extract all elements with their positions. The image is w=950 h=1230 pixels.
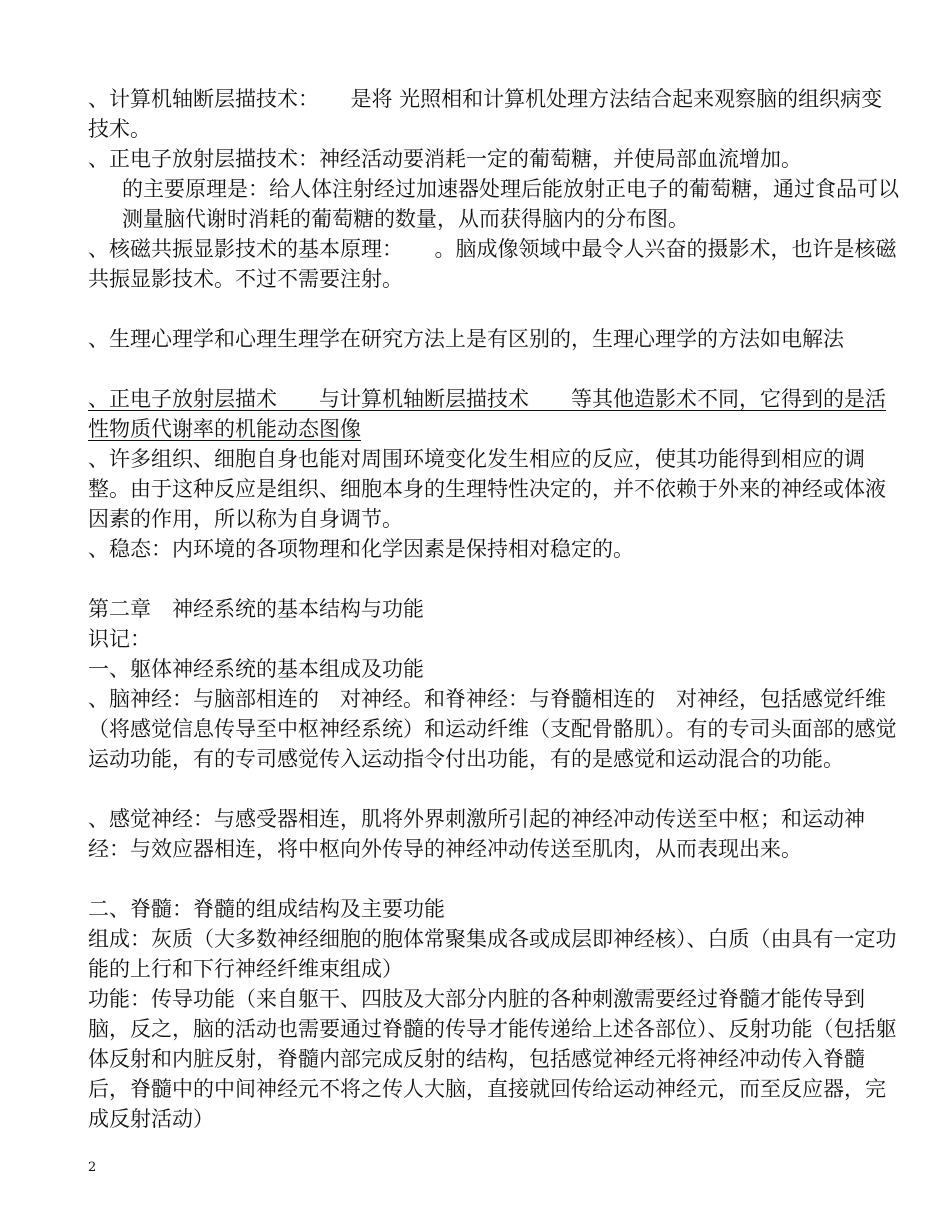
section-heading-spinal: 二、脊髓：脊髓的组成结构及主要功能: [88, 897, 445, 921]
paragraph-methods: 、生理心理学和心理生理学在研究方法上是有区别的，生理心理学的方法如电解法: [88, 327, 844, 351]
page-number: 2: [88, 1160, 97, 1175]
paragraph-self-regulation: 、许多组织、细胞自身也能对周围环境变化发生相应的反应，使其功能得到相应的调整。由于这种反应是组织、细胞本身的生理特性决定的，并不依赖于外来的神经或体液因素的作用，所以称为自身调节。: [88, 447, 886, 531]
paragraph-mri: 、核磁共振显影技术的基本原理： 。脑成像领域中最令人兴奋的摄影术，也许是核磁共振显影技术。不过不需要注射。: [88, 237, 897, 291]
section-heading-somatic: 一、躯体神经系统的基本组成及功能: [88, 657, 424, 681]
paragraph-cranial-nerves: 、脑神经：与脑部相连的 对神经。和脊神经：与脊髓相连的 对神经，包括感觉纤维（将感觉信息传导至中枢神经系统）和运动纤维（支配骨骼肌）。有的专司头面部的感觉运动功能，有的专司感觉传入运动指令付出功能，有的是感觉和运动混合的功能。: [88, 687, 897, 771]
paragraph-sensory-motor: 、感觉神经：与感受器相连，肌将外界刺激所引起的神经冲动传送至中枢；和运动神经：与效应器相连，将中枢向外传导的神经冲动传送至肌肉，从而表现出来。: [88, 807, 865, 861]
paragraph-ct: 、计算机轴断层描技术： 是将 光照相和计算机处理方法结合起来观察脑的组织病变技术。: [88, 87, 883, 141]
paragraph-function: 功能：传导功能（来自躯干、四肢及大部分内脏的各种刺激需要经过脊髓才能传导到脑，反之，脑的活动也需要通过脊髓的传导才能传递给上述各部位）、反射功能（包括躯体反射和内脏反射，脊髓内部完成反射的结构，包括感觉神经元将神经冲动传入脊髓后，脊髓中的中间神经元不将之传人大脑，直接就回传给运动神经元，而至反应器，完成反射活动）: [88, 987, 897, 1131]
paragraph-homeostasis: 、稳态：内环境的各项物理和化学因素是保持相对稳定的。: [88, 537, 634, 561]
paragraph-pet: 、正电子放射层描技术：神经活动要消耗一定的葡萄糖，并使局部血流增加。: [88, 147, 802, 171]
paragraph-pet-compare: 、正电子放射层描术 与计算机轴断层描技术 等其他造影术不同，它得到的是活性物质代谢率的机能动态图像: [88, 387, 886, 441]
paragraph-composition: 组成：灰质（大多数神经细胞的胞体常聚集成各或成层即神经核）、白质（由具有一定功能的上行和下行神经纤维束组成）: [88, 927, 897, 981]
section-label: 识记：: [88, 627, 151, 651]
chapter-title: 第二章 神经系统的基本结构与功能: [88, 597, 424, 621]
paragraph-pet-principle: 的主要原理是：给人体注射经过加速器处理后能放射正电子的葡萄糖，通过食品可以测量脑代谢时消耗的葡萄糖的数量，从而获得脑内的分布图。: [122, 177, 899, 231]
